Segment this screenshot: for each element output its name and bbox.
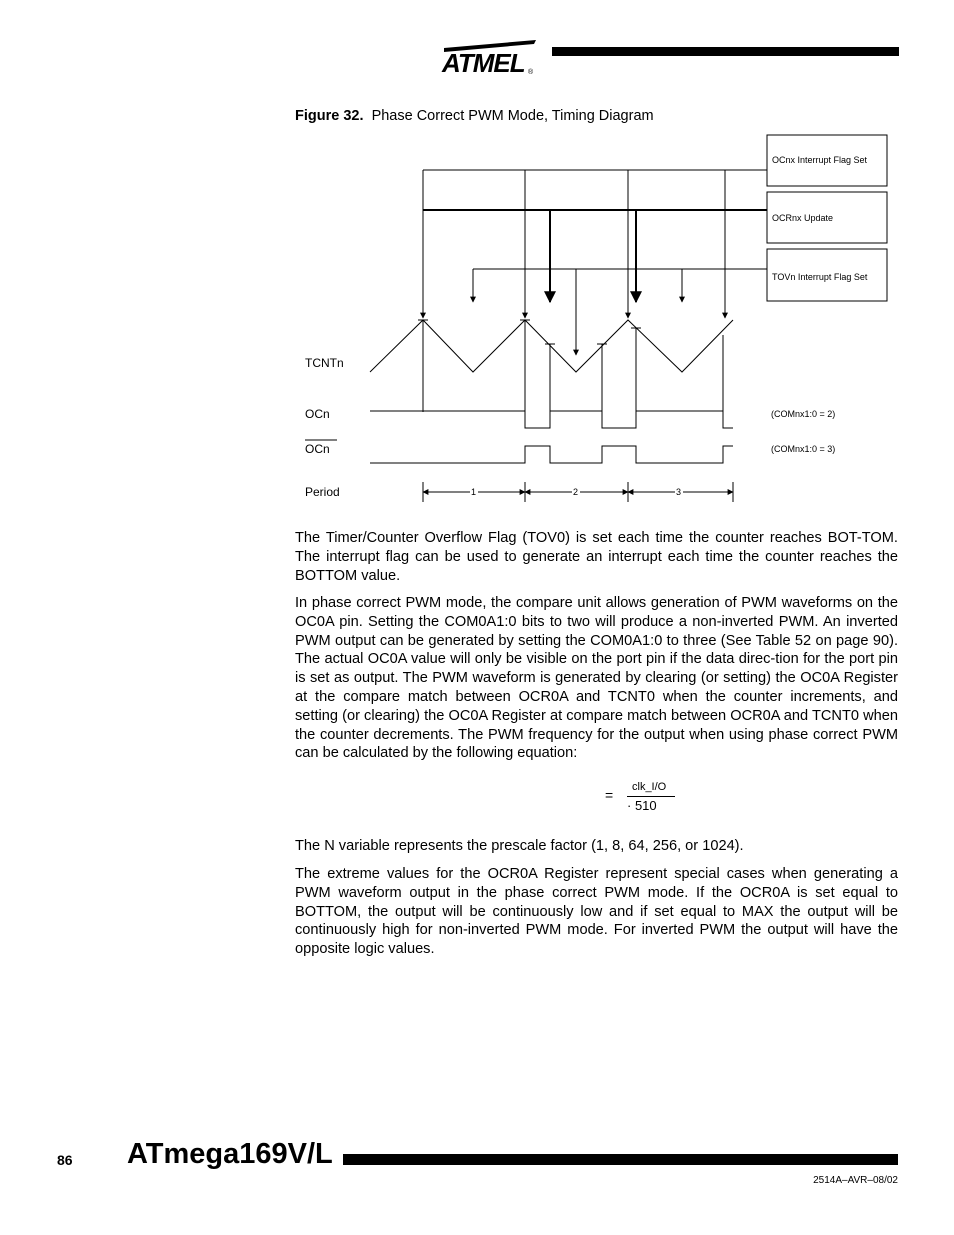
svg-text:®: ® — [528, 69, 534, 76]
mode-com3-label: (COMnx1:0 = 3) — [771, 444, 836, 454]
tovn-flag-box — [767, 249, 887, 301]
ocn-label: OCn — [305, 407, 330, 421]
ocn-inverted-waveform — [370, 446, 733, 463]
paragraph-prescale: The N variable represents the prescale factor (1, 8, 64, 256, or 1024). — [295, 838, 744, 854]
svg-text:OCRnx Update: OCRnx Update — [772, 213, 834, 223]
page-number: 86 — [57, 1152, 73, 1168]
period-2-label: 2 — [573, 487, 579, 497]
equation-numerator: clk_I/O — [632, 781, 667, 793]
equation-denominator: · 510 — [627, 798, 657, 813]
ocnx-flag-box — [767, 135, 887, 186]
compare-match-lines — [423, 320, 723, 412]
ocrnx-update-box — [767, 192, 887, 243]
device-title: ATmega169V/L — [127, 1138, 333, 1170]
ocn-waveform — [370, 411, 733, 428]
ocnx-flag-arrows — [423, 170, 725, 318]
document-code: 2514A–AVR–08/02 — [813, 1175, 898, 1186]
paragraph-tov0: The Timer/Counter Overflow Flag (TOV0) is set each time the counter reaches BOT-TOM. The interrupt flag can be used to generate an interrupt each time the counter reaches the BOTTOM value. — [295, 530, 898, 584]
pwm-frequency-equation — [605, 780, 685, 816]
period-3-label: 3 — [676, 487, 682, 497]
svg-text:ATMEL: ATMEL — [442, 48, 525, 78]
equation-fraction-bar — [627, 796, 675, 797]
tcntn-label: TCNTn — [305, 356, 344, 370]
paragraph-extreme-values: The extreme values for the OCR0A Register represent special cases when generating a PWM waveform output in the phase correct PWM mode. If the OCR0A is set equal to BOTTOM, the output will be continuously low and if set equal to MAX the output will be continuously high for non-inverted PWM mode. For inverted PWM the output will have the opposite logic values. — [295, 866, 898, 958]
timing-diagram — [290, 130, 900, 510]
mode-com2-label: (COMnx1:0 = 2) — [771, 409, 836, 419]
period-1-label: 1 — [471, 487, 477, 497]
ocrnx-update-arrows — [550, 210, 636, 302]
svg-text:TOVn Interrupt Flag Set: TOVn Interrupt Flag Set — [772, 272, 868, 282]
svg-text:OCnx Interrupt Flag Set: OCnx Interrupt Flag Set — [772, 155, 868, 165]
paragraph-phase-correct: In phase correct PWM mode, the compare unit allows generation of PWM waveforms on the OC0A pin. Setting the COM0A1:0 bits to two will produce a non-inverted PWM. An inverted PWM output can be generated by setting the COM0A1:0 to three (See Table 52 on page 90). The actual OC0A value will only be visible on the port pin if the data direc-tion for the port pin is set as output. The PWM waveform is generated by clearing (or setting) the OC0A Register at the compare match between OCR0A and TCNT0 when the counter increments, and setting (or clearing) the OC0A Register at compare match between OCR0A and TCNT0 when the counter decrements. The PWM frequency for the output when using phase correct PWM can be calculated by the following equation: — [295, 595, 898, 762]
period-label: Period — [305, 485, 340, 499]
figure-title: Phase Correct PWM Mode, Timing Diagram — [371, 108, 654, 124]
tcntn-waveform — [370, 320, 733, 372]
ocn-inverted-label: OCn — [305, 442, 330, 456]
header-rule — [552, 47, 899, 56]
footer-rule — [343, 1154, 898, 1165]
figure-label: Figure 32. — [295, 108, 364, 124]
atmel-logo — [438, 30, 542, 78]
figure-caption — [295, 108, 654, 124]
equation-equals: = — [605, 787, 614, 803]
